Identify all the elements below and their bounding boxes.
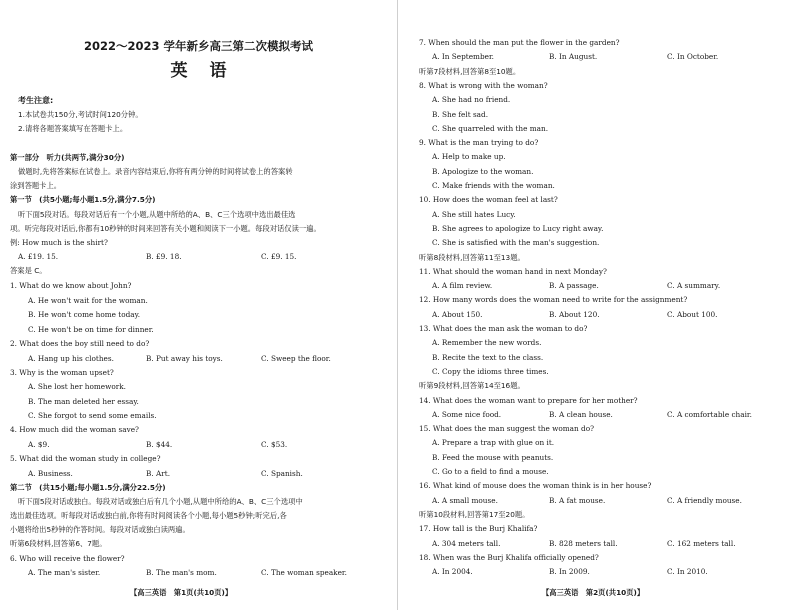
section1-instruction: 项。听完每段对话后,你都有10秒钟的时间来回答有关小题和阅读下一小题。每段对话仅读一遍。 [10,224,321,233]
question: 18. When was the Burj Khalifa officially opened? [419,552,599,562]
option: B. 828 meters tall. [549,538,618,548]
option: C. Spanish. [261,469,303,478]
question: 5. What did the woman study in college? [10,454,161,463]
option: C. $53. [261,440,288,449]
subject-title: 英语 [170,61,249,81]
option: C. She quarreled with the man. [432,123,549,133]
option: A. The man's sister. [28,568,101,577]
question: 11. What should the woman hand in next Monday? [419,266,607,276]
option: A. In 2004. [432,567,473,577]
example-option: A. £19. 15. [18,252,59,261]
option: C. A summary. [667,281,721,291]
question: 14. What does the woman want to prepare for her mother? [419,395,638,405]
material-label: 听第9段材料,回答第14至16题。 [419,381,525,391]
option: C. About 100. [667,309,718,319]
question: 6. Who will receive the flower? [10,554,125,563]
option: B. A clean house. [549,409,613,419]
option: B. About 120. [549,309,600,319]
option: A. She still hates Lucy. [432,209,516,219]
notice-item: 1.本试卷共150分,考试时间120分钟。 [18,110,143,119]
section1-instruction: 听下面5段对话。每段对话后有一个小题,从题中所给的A、B、C三个选项中选出最佳选 [18,210,296,219]
option: C. She is satisfied with the man's suggestion. [432,238,600,248]
option: B. Put away his toys. [146,354,223,363]
part1-instruction: 涂到答题卡上。 [10,181,62,190]
section2-heading: 第二节 (共15小题;每小题1.5分,满分22.5分) [10,483,166,492]
option: B. Feed the mouse with peanuts. [432,452,554,462]
option: A. Hang up his clothes. [28,354,114,363]
material-label: 听第7段材料,回答第8至10题。 [419,66,521,76]
section1-heading: 第一节 (共5小题;每小题1.5分,满分7.5分) [10,195,156,204]
material-label: 听第8段材料,回答第11至13题。 [419,252,525,262]
option: A. A film review. [432,281,493,291]
question: 3. Why is the woman upset? [10,368,114,377]
question: 4. How much did the woman save? [10,425,139,434]
exam-title: 2022～2023 学年新乡高三第二次模拟考试 [83,39,313,53]
question: 13. What does the man ask the woman to do? [419,324,588,333]
example-question: 例: How much is the shirt? [10,238,108,247]
option: A. He won't wait for the woman. [28,296,148,305]
option: A. She lost her homework. [28,382,126,391]
question: 1. What do we know about John? [10,281,132,290]
option: B. Apologize to the woman. [432,166,534,176]
option: B. She felt sad. [432,109,489,119]
option: B. The man's mom. [146,568,217,577]
option: A. A small mouse. [432,495,498,505]
page-2 [397,0,794,610]
notice-heading: 考生注意: [18,96,54,105]
option: B. A passage. [549,281,599,291]
option: B. In August. [549,52,598,62]
section2-instruction: 听下面5段对话或独白。每段对话或独白后有几个小题,从题中所给的A、B、C三个选项中 [18,497,303,506]
option: B. $44. [146,440,173,449]
page-footer: 【高三英语 第2页(共10页)】 [542,588,645,597]
section2-instruction: 选出最佳选项。听每段对话或独白前,你将有时间阅读各个小题,每小题5秒钟;听完后,各 [10,511,287,520]
option: B. She agrees to apologize to Lucy right away. [432,223,604,233]
part1-instruction: 做题时,先将答案标在试卷上。录音内容结束后,你将有两分钟的时间将试卷上的答案转 [18,167,293,176]
option: B. A fat mouse. [549,495,606,505]
option: B. He won't come home today. [28,310,141,319]
option: A. Help to make up. [432,152,506,162]
option: A. Business. [28,469,73,478]
option: C. The woman speaker. [261,568,347,577]
option: C. Copy the idioms three times. [432,366,549,376]
option: A. She had no friend. [432,95,511,105]
option: A. 304 meters tall. [432,538,501,548]
option: C. A friendly mouse. [667,495,742,505]
example-option: C. £9. 15. [261,252,297,261]
option: C. He won't be on time for dinner. [28,325,154,334]
option: C. 162 meters tall. [667,538,736,548]
question: 7. When should the man put the flower in the garden? [419,38,620,47]
option: C. Make friends with the woman. [432,181,555,190]
notice-item: 2.请将各题答案填写在答题卡上。 [18,124,128,133]
option: A. Some nice food. [432,409,502,419]
part1-heading: 第一部分 听力(共两节,满分30分) [10,153,125,162]
material-label: 听第10段材料,回答第17至20题。 [419,509,530,519]
example-option: B. £9. 18. [146,252,182,261]
option: C. In 2010. [667,567,708,577]
example-answer: 答案是 C。 [10,266,47,275]
option: C. Sweep the floor. [261,354,331,363]
question: 15. What does the man suggest the woman do? [419,424,595,434]
section2-instruction: 小题将给出5秒钟的作答时间。每段对话或独白读两遍。 [10,525,190,534]
option: A. Remember the new words. [432,338,542,348]
option: B. In 2009. [549,567,590,577]
option: B. Recite the text to the class. [432,352,544,362]
question: 9. What is the man trying to do? [419,138,539,148]
option: B. The man deleted her essay. [28,397,139,406]
question: 10. How does the woman feel at last? [419,195,558,205]
question: 2. What does the boy still need to do? [10,339,150,348]
option: C. She forgot to send some emails. [28,411,157,420]
option: A. Prepare a trap with glue on it. [432,438,555,448]
question: 8. What is wrong with the woman? [419,80,548,90]
page-footer: 【高三英语 第1页(共10页)】 [130,588,233,597]
option: B. Art. [146,469,171,478]
option: A. About 150. [432,309,483,319]
option: A. $9. [28,440,50,449]
option: C. A comfortable chair. [667,409,752,419]
question: 16. What kind of mouse does the woman think is in her house? [419,481,652,491]
question: 12. How many words does the woman need to write for the assignment? [419,295,688,305]
material-label: 听第6段材料,回答第6、7题。 [10,539,107,548]
option: A. In September. [432,52,494,62]
question: 17. How tall is the Burj Khalifa? [419,524,538,534]
option: C. In October. [667,52,719,62]
option: C. Go to a field to find a mouse. [432,467,549,476]
